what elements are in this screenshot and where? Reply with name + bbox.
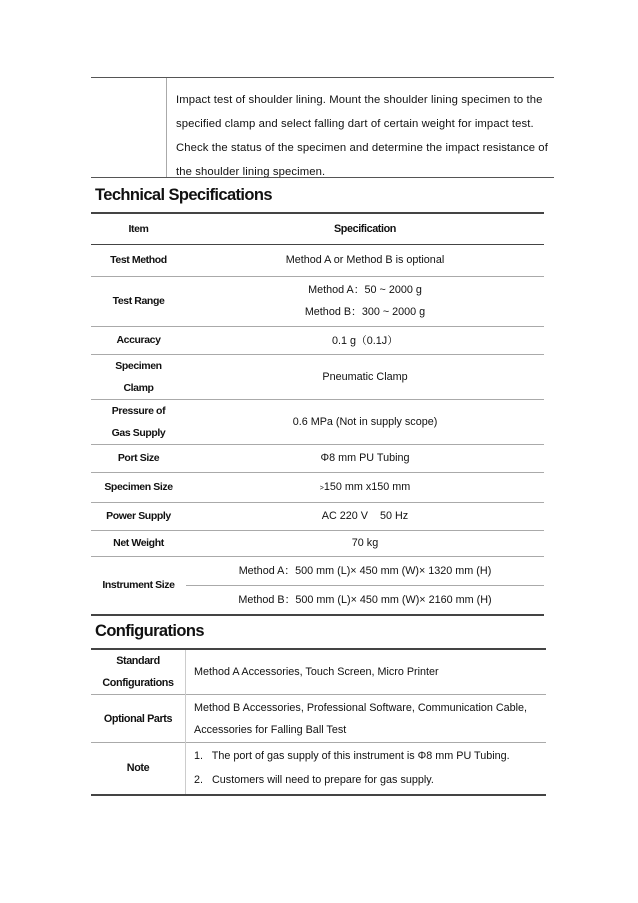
- specimen-size-value: 150 mm x150 mm: [323, 481, 411, 493]
- value-line: Method B：300 ~ 2000 g: [304, 306, 426, 318]
- value-line: Method B：500 mm (L)× 450 mm (W)× 2160 mm (H): [186, 585, 544, 614]
- table-row: [91, 695, 546, 743]
- row-label: [91, 354, 186, 399]
- row-value: AC 220 V 50 Hz: [321, 510, 409, 522]
- intro-line: Check the status of the specimen and determine the impact resistance of: [176, 142, 548, 154]
- header-item: Item: [128, 222, 149, 235]
- value-line: Method A：500 mm (L)× 450 mm (W)× 1320 mm (H): [238, 564, 492, 577]
- row-value: 70 kg: [351, 537, 379, 549]
- table-row: [91, 472, 544, 502]
- intro-paragraph: [176, 88, 548, 184]
- table-row: [91, 244, 544, 276]
- row-value: Pneumatic Clamp: [322, 370, 408, 383]
- note-item: 1. The port of gas supply of this instrument is Φ8 mm PU Tubing.: [194, 750, 510, 763]
- row-label: Test Method: [110, 254, 167, 266]
- table-row: [91, 444, 544, 472]
- table-row: [91, 502, 544, 530]
- table-row: [91, 276, 544, 326]
- header-specification: Specification: [334, 222, 396, 235]
- row-label: Test Range: [112, 295, 165, 307]
- row-value: [186, 556, 544, 615]
- row-label: Note: [91, 743, 186, 795]
- row-value: 0.6 MPa (Not in supply scope): [292, 415, 438, 428]
- intro-column-divider: [166, 78, 167, 177]
- row-value: Φ8 mm PU Tubing: [320, 452, 410, 464]
- note-item: 2. Customers will need to prepare for gas supply.: [194, 774, 434, 787]
- label-line: Gas Supply: [111, 426, 166, 439]
- table-row: [91, 556, 544, 615]
- table-row: [91, 326, 544, 354]
- row-value: [186, 472, 544, 502]
- row-value: [186, 695, 547, 743]
- row-value: Method A Accessories, Touch Screen, Micro Printer: [194, 666, 439, 678]
- greater-than-symbol: >: [319, 485, 324, 492]
- technical-specifications-table: [91, 212, 544, 616]
- row-label: Specimen Size: [104, 481, 173, 493]
- row-label: Port Size: [117, 452, 160, 464]
- configurations-heading: Configurations: [95, 622, 204, 640]
- row-value: Method A or Method B is optional: [285, 254, 445, 266]
- row-value: [186, 276, 544, 326]
- label-line: Specimen: [115, 359, 162, 372]
- row-value: [186, 743, 547, 795]
- row-label: Accuracy: [116, 334, 161, 346]
- configurations-table: [91, 648, 546, 796]
- label-line: Clamp: [123, 381, 154, 394]
- intro-top-rule: [91, 77, 554, 78]
- row-label: [91, 649, 186, 695]
- row-value: 0.1 g（0.1J）: [331, 334, 398, 347]
- table-row: [91, 399, 544, 444]
- intro-line: specified clamp and select falling dart of certain weight for impact test.: [176, 118, 534, 130]
- row-label: [91, 399, 186, 444]
- intro-line: the shoulder lining specimen.: [176, 166, 326, 178]
- table-header-row: [91, 213, 544, 244]
- value-line: Accessories for Falling Ball Test: [194, 723, 347, 736]
- label-line: Standard: [116, 655, 160, 667]
- intro-line: Impact test of shoulder lining. Mount the shoulder lining specimen to the: [176, 94, 543, 106]
- table-row: [91, 354, 544, 399]
- value-line: Method A：50 ~ 2000 g: [308, 284, 422, 296]
- row-label: Instrument Size: [102, 579, 175, 591]
- value-line: Method B Accessories, Professional Software, Communication Cable,: [194, 701, 528, 714]
- row-label: Net Weight: [113, 537, 164, 549]
- intro-bottom-rule: [91, 177, 554, 178]
- row-label: Power Supply: [106, 510, 171, 522]
- label-line: Pressure of: [111, 404, 166, 417]
- table-row: [91, 743, 546, 795]
- technical-specifications-heading: Technical Specifications: [95, 186, 272, 204]
- table-row: [91, 649, 546, 695]
- table-row: [91, 530, 544, 556]
- label-line: Configurations: [102, 677, 174, 689]
- row-label: Optional Parts: [91, 695, 186, 743]
